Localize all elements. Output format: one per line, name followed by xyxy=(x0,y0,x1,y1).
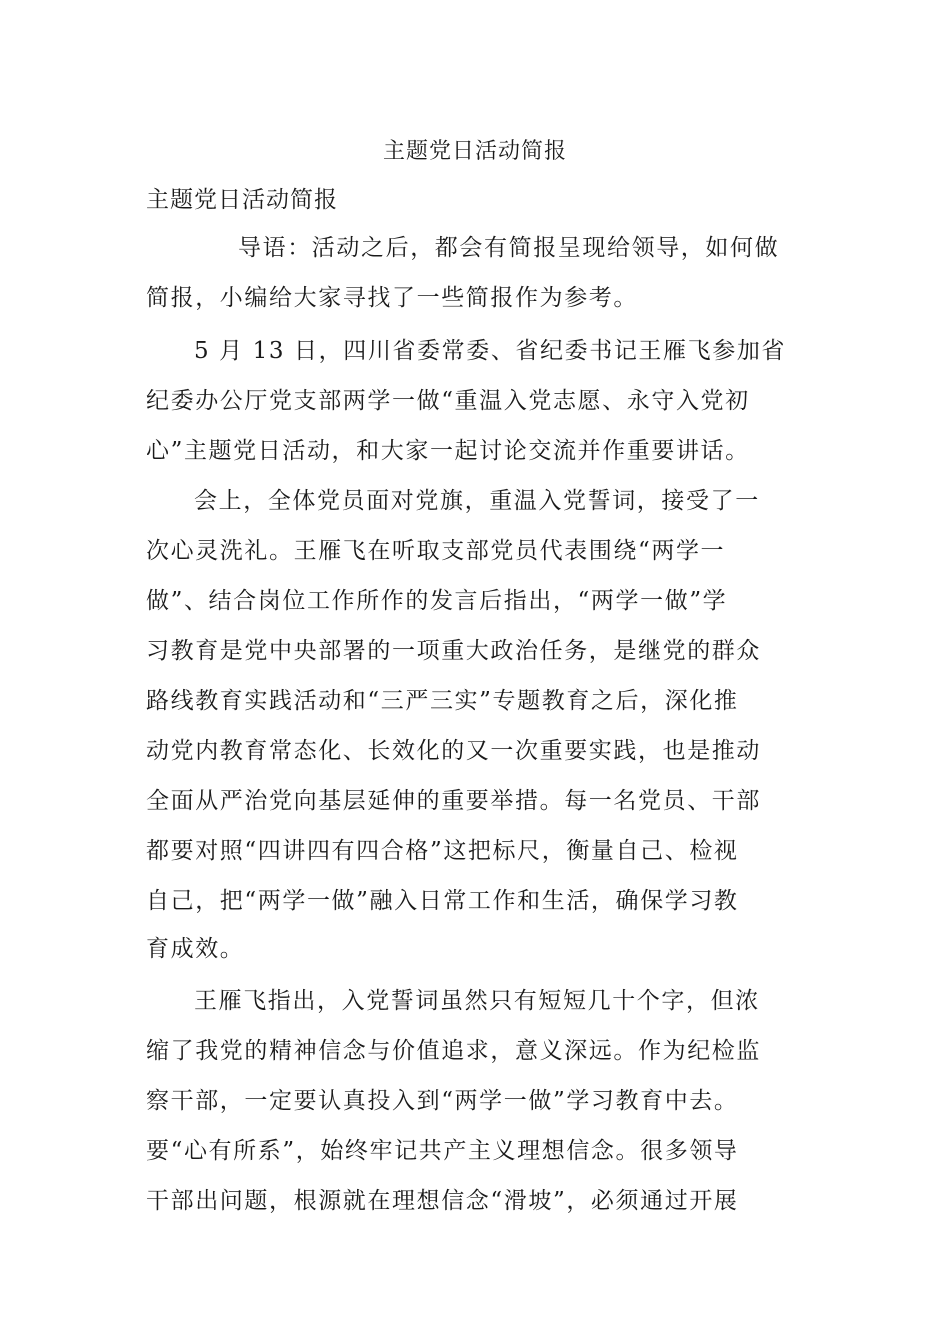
paragraph-line: 动党内教育常态化、长效化的又一次重要实践，也是推动 xyxy=(146,738,761,764)
paragraph-line: 缩了我党的精神信念与价值追求，意义深远。作为纪检监 xyxy=(146,1038,761,1064)
paragraph-line: 王雁飞指出，入党誓词虽然只有短短几十个字，但浓 xyxy=(194,988,760,1014)
paragraph-line: 5 月 13 日，四川省委常委、省纪委书记王雁飞参加省 xyxy=(194,338,787,364)
paragraph-line: 心”主题党日活动，和大家一起讨论交流并作重要讲话。 xyxy=(146,438,750,464)
intro-line: 简报，小编给大家寻找了一些简报作为参考。 xyxy=(146,285,638,311)
paragraph-line: 次心灵洗礼。王雁飞在听取支部党员代表围绕“两学一 xyxy=(146,538,726,564)
paragraph-line: 做”、结合岗位工作所作的发言后指出，“两学一做”学 xyxy=(146,588,728,614)
document-title: 主题党日活动简报 xyxy=(382,139,567,164)
paragraph-line: 会上，全体党员面对党旗，重温入党誓词，接受了一 xyxy=(194,488,760,514)
paragraph-line: 察干部，一定要认真投入到“两学一做”学习教育中去。 xyxy=(146,1088,739,1114)
paragraph-line: 路线教育实践活动和“三严三实”专题教育之后，深化推 xyxy=(146,688,739,714)
paragraph-line: 纪委办公厅党支部两学一做“重温入党志愿、永守入党初 xyxy=(146,388,750,414)
intro-line: 导语：活动之后，都会有简报呈现给领导，如何做 xyxy=(238,235,780,261)
paragraph-line: 自己，把“两学一做”融入日常工作和生活，确保学习教 xyxy=(146,888,739,914)
document-subtitle: 主题党日活动简报 xyxy=(146,187,338,213)
paragraph-line: 都要对照“四讲四有四合格”这把标尺，衡量自己、检视 xyxy=(146,838,739,864)
paragraph-line: 习教育是党中央部署的一项重大政治任务，是继党的群众 xyxy=(146,638,761,664)
paragraph-line: 全面从严治党向基层延伸的重要举措。每一名党员、干部 xyxy=(146,788,761,814)
paragraph-line: 干部出问题，根源就在理想信念“滑坡”，必须通过开展 xyxy=(146,1188,739,1214)
paragraph-line: 要“心有所系”，始终牢记共产主义理想信念。很多领导 xyxy=(146,1138,739,1164)
paragraph-line: 育成效。 xyxy=(146,936,245,962)
